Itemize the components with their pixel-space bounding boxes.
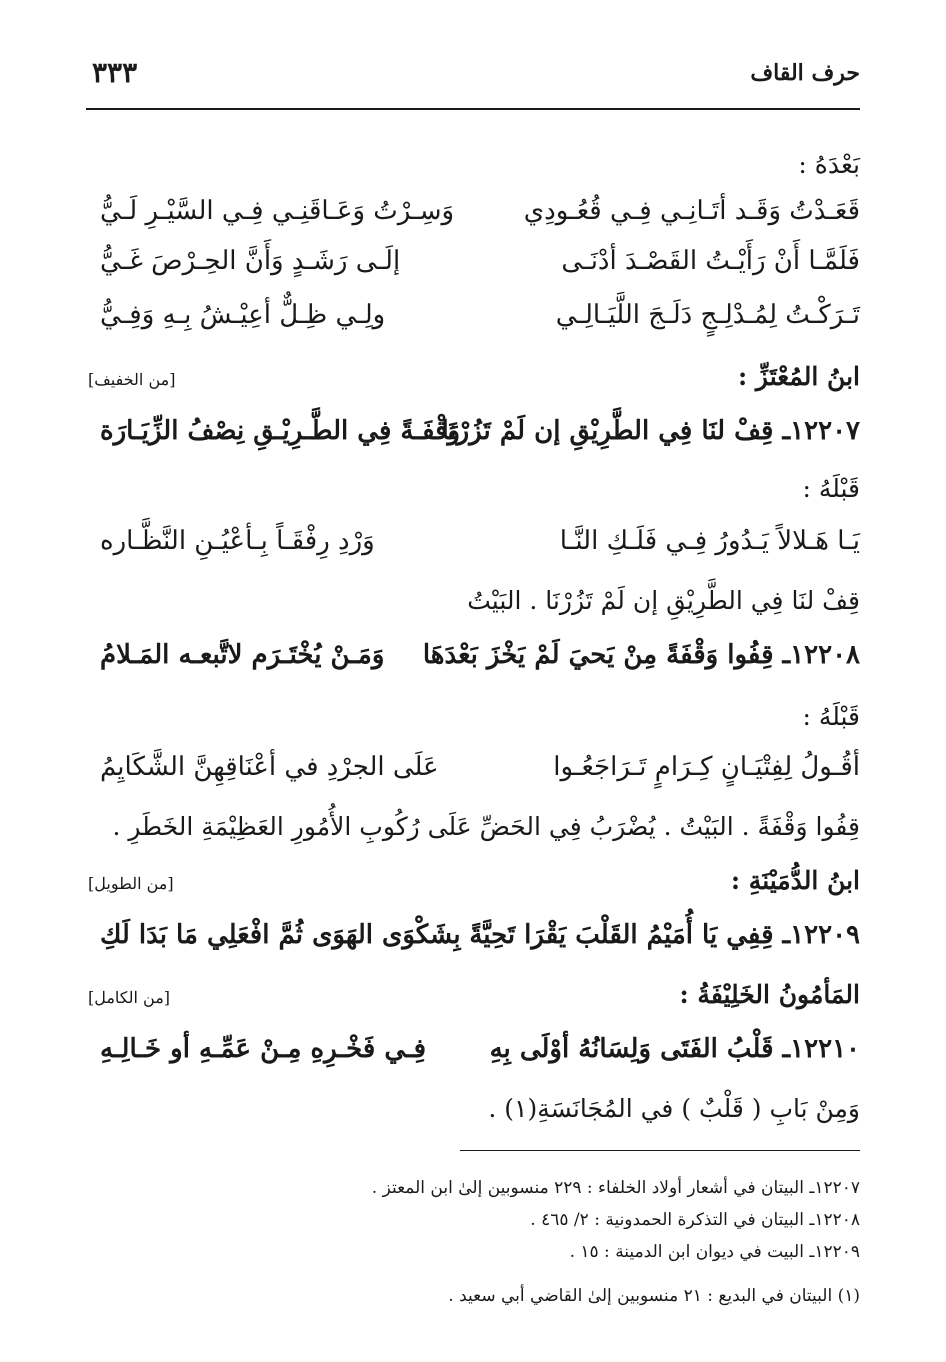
verse-hemistich-second: وَرْدِ رِفْقَـاً بِـأعْيُـنِ النَّظَّـاره [100,526,375,556]
numbered-verse [100,640,860,684]
verse-hemistich-first: يَـا هَـلالاً يَـدُورُ فِـي فَلَـكِ النَّـا [559,526,860,556]
verse-reference: قِفْ لنَا فِي الطَّرِيْقِ إن لَمْ تَزُرْنَا . البَيْتُ [467,586,860,615]
verse-hemistich-first: أقُـولُ لِفِتْيَـانٍ كِـرَامٍ تَـرَاجَعُـوا [553,752,860,782]
verse-hemistich-first: تَـرَكْـتُ لِمُـدْلِـجٍ دَلَـجَ اللَّيَـالِـي [555,300,860,330]
footnote: (١) البيتان في البديع : ٢١ منسوبين إلىٰ القاضي أبي سعيد . [448,1286,860,1306]
meter-tag: [من الكامل] [88,988,171,1007]
verse-hemistich-second: بِشَكْوَى الهَوَى ثُمَّ افْعَلِي مَا بَدَا لَكِ [100,920,461,950]
meter-tag: [من الطويل] [88,874,174,893]
verse-hemistich-second: وَسِـرْتُ وَعَـاقَنِـي فِـي السَّيْـرِ لَـيُّ [100,196,455,226]
meter-tag: [من الخفيف] [88,370,176,389]
verse-hemistich-first: ١٢٢٠٨ـ قِفُوا وَقْفَةً مِنْ يَحيَ لَمْ يَخْزَ بَعْدَهَا [422,640,860,670]
verse-hemistich-second: وَمَـنْ يُخْتَـرَم لاتَّبعـه المَـلامُ [100,640,385,670]
verse-hemistich-second: ولِـي ظِـلٌّ أعِيْـشُ بِـهِ وَفِـيُّ [100,300,386,330]
verse-hemistich-second: فِـي فَخْـرِهِ مِـنْ عَمِّـهِ أو خَـالِـهِ [100,1034,427,1064]
context-verse [100,526,860,570]
numbered-verse [100,920,860,964]
verse-hemistich-first: فَلَمَّـا أَنْ رَأَيْـتُ القَصْـدَ أدْنَـى [561,246,860,276]
verse-hemistich-second: وَقْفَـةً فِي الطَّـرِيْـقِ نِصْفُ الزِّيَـارَة [100,416,461,446]
poet-name: المَأمُونُ الخَلِيْفَةُ : [679,980,860,1009]
verse-hemistich-first: قَعَـدْتُ وَقَـد أتَـانِـي فِـي قُعُـودِي [523,196,860,226]
numbered-verse [100,416,860,460]
footnote: ١٢٢٠٧ـ البيتان في أشعار أولاد الخلفاء : ٢٢٩ منسوبين إلىٰ ابن المعتز . [371,1178,860,1198]
intro-label: بَعْدَهُ : [798,150,860,179]
poet-name: ابنُ المُعْتَزِّ : [738,362,860,391]
cross-reference: وَمِنْ بَابِ ( قَلْبٌ ) في المُجَانَسَةِ(١) . [488,1094,860,1123]
footnote: ١٢٢٠٩ـ البيت في ديوان ابن الدمينة : ١٥ . [569,1242,860,1262]
before-label: قَبْلَهُ : [802,474,860,503]
intro-verse [100,246,860,290]
verse-hemistich-first: ١٢٢١٠ـ قَلْبُ الفَتَى وَلِسَانُهُ أوْلَى بِهِ [489,1034,860,1064]
numbered-verse [100,1034,860,1078]
verse-hemistich-second: إلَـى رَشَـدٍ وَأَنَّ الحِـرْصَ غَـيُّ [100,246,401,276]
verse-hemistich-first: ١٢٢٠٩ـ قِفِي يَا أُمَيْمُ القَلْبَ يَقْرَا تَحِيَّةً [469,920,860,950]
verse-hemistich-first: ١٢٢٠٧ـ قِفْ لنَا فِي الطَّرِيْقِ إن لَمْ تَزُرْنَا [441,416,860,446]
verse-hemistich-second: عَلَى الجرْدِ في أعْنَاقِهِنَّ الشَّكَايِمُ [100,752,439,782]
footnote-rule [460,1150,860,1151]
intro-verse [100,196,860,240]
page-number: ٣٣٣ [92,56,138,89]
footnote: ١٢٢٠٨ـ البيتان في التذكرة الحمدونية : ٢/ ٤٦٥ . [530,1210,860,1230]
poet-name: ابنُ الدُّمَيْنَةِ : [730,866,860,895]
header-rule [86,108,860,110]
running-header-title: حرف القاف [750,60,860,86]
intro-verse [100,300,860,344]
proverb-note: قِفُوا وَقْفَةً . البَيْتُ . يُضْرَبُ فِي الحَضِّ عَلَى رُكُوبِ الأُمُورِ العَظِيْمَةِ الخَطَرِ . [112,812,860,841]
before-label: قَبْلَهُ : [802,702,860,731]
context-verse [100,752,860,796]
